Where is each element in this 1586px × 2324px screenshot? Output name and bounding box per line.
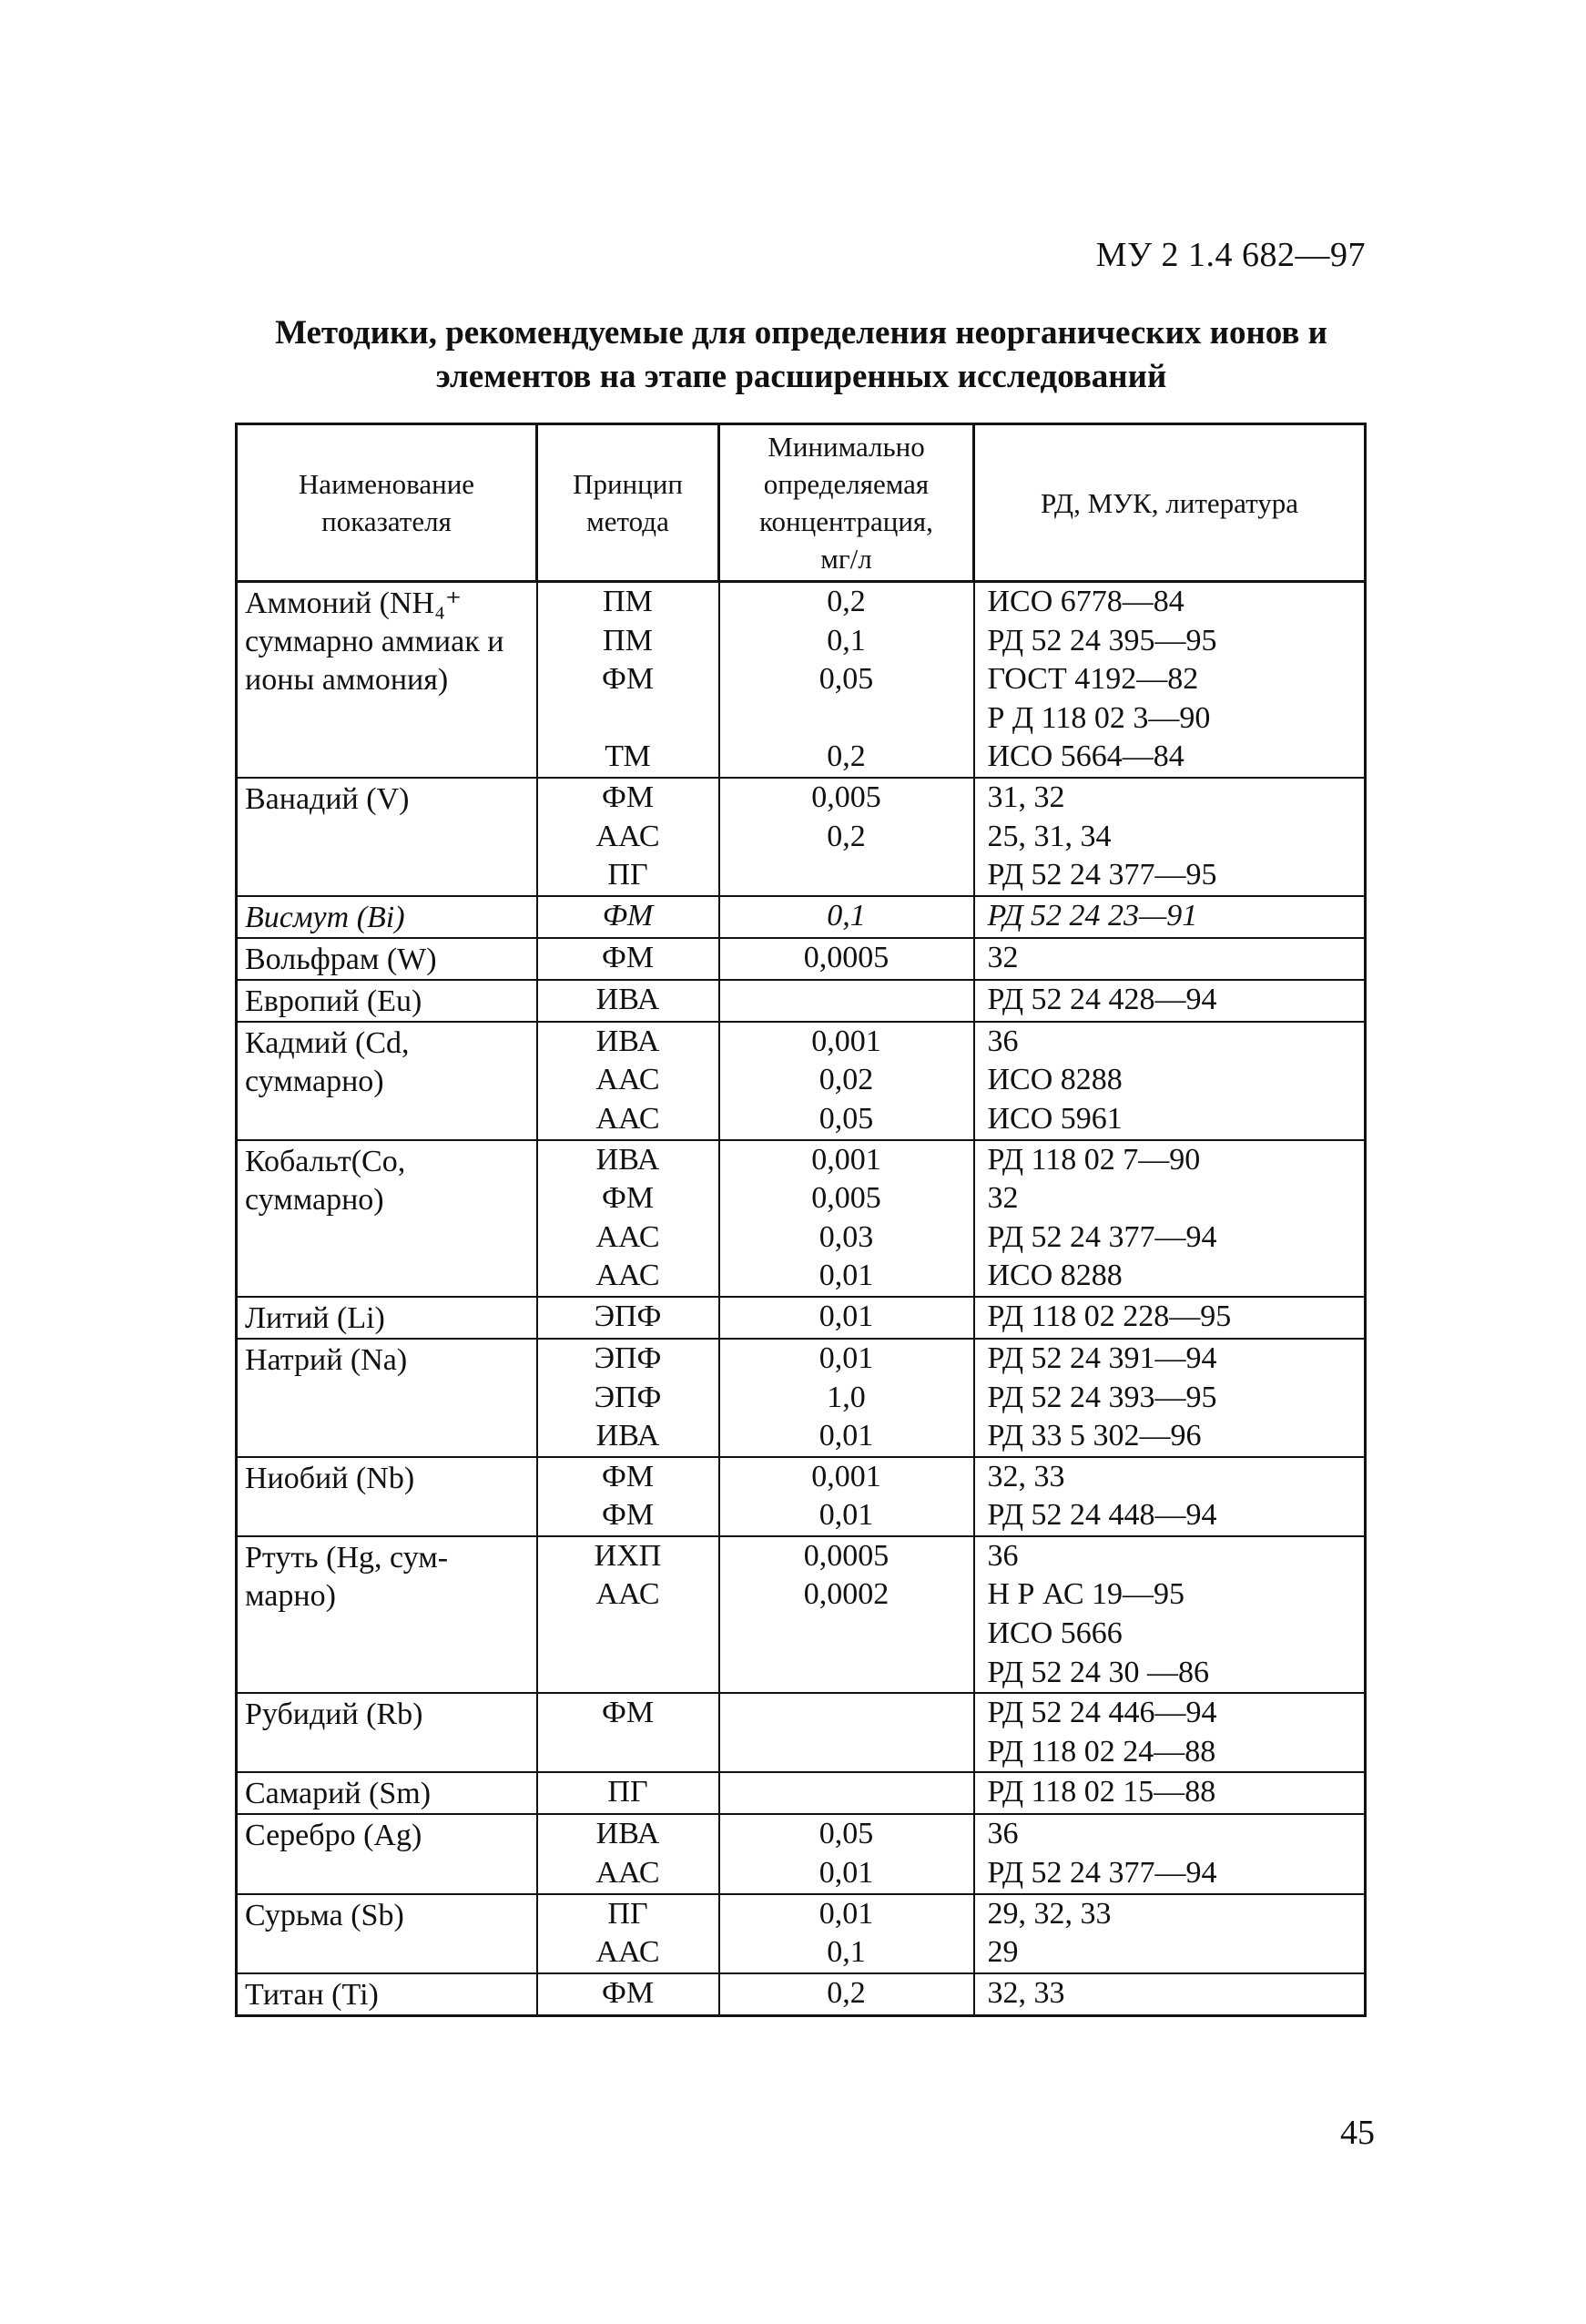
concentration-value: 0,01 (818, 1419, 874, 1453)
reference-value: РД 52 24 377—95 (987, 858, 1217, 892)
concentration-cell (719, 1140, 974, 1297)
method-value: ПГ (607, 1775, 648, 1809)
table-row (237, 1814, 1366, 1893)
indicator-cell (237, 1297, 537, 1339)
header-indicator: Наименование показателя (237, 424, 537, 582)
indicator-cell (237, 1772, 537, 1814)
reference-value: РД 52 24 393—95 (987, 1380, 1217, 1414)
method-value: ФМ (601, 662, 655, 697)
concentration-value: 0,1 (827, 898, 866, 933)
method-value: ЭПФ (594, 1299, 662, 1333)
method-value: ФМ (601, 780, 655, 814)
indicator-name: Натрий (Na) (245, 1342, 408, 1377)
reference-cell (974, 1339, 1366, 1457)
indicator-name: суммарно) (245, 1064, 384, 1098)
method-value: ААС (595, 1063, 660, 1097)
reference-cell (974, 1772, 1366, 1814)
concentration-value: 0,01 (818, 1259, 874, 1293)
indicator-name: Европий (Eu) (245, 984, 422, 1018)
indicator-name: Серебро (Ag) (245, 1819, 422, 1853)
concentration-value: 0,0005 (803, 1538, 890, 1573)
document-title (164, 311, 1439, 399)
reference-value: РД 52 24 428—94 (987, 982, 1217, 1016)
concentration-cell (719, 1772, 974, 1814)
reference-value: РД 33 5 302—96 (987, 1419, 1202, 1453)
table-row (237, 1973, 1366, 2016)
reference-value: 29 (987, 1935, 1019, 1970)
concentration-value: 0,001 (811, 1459, 881, 1493)
method-value: ААС (595, 1101, 660, 1136)
concentration-value: 0,005 (811, 1181, 881, 1216)
concentration-value: 0,05 (818, 1101, 874, 1136)
table-row (237, 1536, 1366, 1693)
reference-cell (974, 778, 1366, 896)
reference-value: 32, 33 (987, 1975, 1065, 2010)
indicator-name: Ванадий (V) (245, 781, 410, 816)
reference-value: 36 (987, 1538, 1019, 1573)
method-value: ААС (595, 819, 660, 853)
indicator-cell (237, 1140, 537, 1297)
indicator-cell (237, 1457, 537, 1536)
method-value: ФМ (601, 1459, 655, 1493)
reference-value: РД 52 24 446—94 (987, 1696, 1217, 1730)
reference-value: РД 52 24 391—94 (987, 1340, 1217, 1375)
indicator-name: Вольфрам (W) (245, 942, 437, 976)
method-value: ИХП (594, 1538, 662, 1573)
method-value: ИВА (595, 1817, 660, 1851)
method-value: ААС (595, 1219, 660, 1254)
method-cell (537, 1022, 719, 1140)
method-cell (537, 1814, 719, 1893)
concentration-value: 0,005 (811, 780, 881, 814)
reference-value: ИСО 8288 (987, 1259, 1123, 1293)
concentration-value: 0,1 (827, 623, 866, 657)
reference-value: РД 52 24 395—95 (987, 623, 1217, 657)
reference-value: РД 52 24 448—94 (987, 1498, 1217, 1533)
concentration-cell (719, 980, 974, 1022)
indicator-name: Кобальт(Co, (245, 1144, 406, 1178)
reference-cell (974, 1973, 1366, 2016)
table-row (237, 582, 1366, 778)
reference-value: ГОСТ 4192—82 (987, 662, 1199, 697)
indicator-name: Кадмий (Cd, (245, 1025, 410, 1060)
method-value: ФМ (601, 1696, 655, 1730)
method-value: ФМ (601, 940, 655, 974)
method-value: ИВА (595, 1419, 660, 1453)
reference-value: 25, 31, 34 (987, 819, 1112, 853)
concentration-cell (719, 778, 974, 896)
method-value: ААС (595, 1577, 660, 1612)
reference-cell (974, 1894, 1366, 1973)
reference-value: РД 52 24 23—91 (987, 898, 1198, 933)
method-value: ФМ (601, 1975, 655, 2010)
concentration-value: 0,001 (811, 1024, 881, 1058)
reference-value: ИСО 8288 (987, 1063, 1123, 1097)
method-value: ЭПФ (594, 1380, 662, 1414)
reference-cell (974, 980, 1366, 1022)
reference-value: ИСО 5961 (987, 1101, 1123, 1136)
method-cell (537, 1894, 719, 1973)
title-line-1: Методики, рекомендуемые для определения неорганических ионов и (275, 314, 1327, 352)
table-row (237, 1140, 1366, 1297)
reference-cell (974, 582, 1366, 778)
method-value: ААС (595, 1935, 660, 1970)
reference-cell (974, 1693, 1366, 1772)
reference-value: 32 (987, 1181, 1019, 1216)
indicator-cell (237, 1536, 537, 1693)
table-row (237, 896, 1366, 938)
concentration-cell (719, 938, 974, 980)
method-cell (537, 1693, 719, 1772)
concentration-cell (719, 1339, 974, 1457)
page-number: 45 (1340, 2114, 1375, 2152)
reference-value: Н Р АС 19—95 (987, 1577, 1185, 1612)
method-value: ИВА (595, 1142, 660, 1177)
concentration-cell (719, 582, 974, 778)
method-cell (537, 1339, 719, 1457)
method-value: ПМ (603, 585, 653, 618)
method-value (538, 699, 718, 739)
concentration-value: 0,2 (827, 585, 866, 618)
concentration-value: 1,0 (827, 1380, 866, 1414)
table-row (237, 1297, 1366, 1339)
concentration-value: 0,01 (818, 1896, 874, 1931)
reference-value: 36 (987, 1817, 1019, 1851)
concentration-cell (719, 1022, 974, 1140)
table-row (237, 1339, 1366, 1457)
concentration-value (720, 1654, 973, 1693)
reference-value: ИСО 5664—84 (987, 739, 1184, 774)
concentration-value: 0,2 (827, 819, 866, 853)
table-row (237, 1772, 1366, 1814)
reference-value: РД 118 02 24—88 (987, 1734, 1216, 1768)
concentration-value (720, 1773, 973, 1812)
indicator-cell (237, 980, 537, 1022)
reference-value: 32, 33 (987, 1459, 1065, 1493)
reference-cell (974, 938, 1366, 980)
indicator-cell (237, 1894, 537, 1973)
concentration-value: 0,01 (818, 1340, 874, 1375)
reference-value: 31, 32 (987, 780, 1065, 814)
reference-cell (974, 1297, 1366, 1339)
indicator-name: Ниобий (Nb) (245, 1461, 415, 1495)
concentration-value: 0,05 (818, 1817, 874, 1851)
method-value: ПМ (603, 623, 653, 657)
concentration-value: 0,2 (827, 739, 866, 774)
concentration-cell (719, 1894, 974, 1973)
concentration-cell (719, 1297, 974, 1339)
concentration-value (720, 856, 973, 895)
reference-value: ИСО 6778—84 (987, 585, 1184, 618)
method-value: ФМ (601, 1181, 655, 1216)
header-principle: Принцип метода (537, 424, 719, 582)
method-value: ТМ (605, 739, 651, 774)
concentration-cell (719, 1693, 974, 1772)
indicator-cell (237, 582, 537, 778)
method-value: ПГ (607, 1896, 648, 1931)
method-value (538, 1654, 718, 1693)
method-cell (537, 896, 719, 938)
concentration-value: 0,01 (818, 1498, 874, 1533)
reference-value: 36 (987, 1024, 1019, 1058)
indicator-cell (237, 778, 537, 896)
indicator-name: Аммоний (NH₄⁺ (245, 586, 462, 620)
method-value: ИВА (595, 982, 660, 1016)
method-value: ААС (595, 1856, 660, 1891)
concentration-value: 0,02 (818, 1063, 874, 1097)
concentration-value (720, 981, 973, 1020)
method-cell (537, 1772, 719, 1814)
indicator-cell (237, 1814, 537, 1893)
concentration-value: 0,001 (811, 1142, 881, 1177)
method-cell (537, 1457, 719, 1536)
method-cell (537, 778, 719, 896)
method-value: ПГ (607, 858, 648, 892)
reference-value: РД 52 24 377—94 (987, 1856, 1217, 1891)
title-line-2: элементов на этапе расширенных исследований (435, 358, 1167, 395)
table-row (237, 1693, 1366, 1772)
method-cell (537, 938, 719, 980)
concentration-cell (719, 1973, 974, 2016)
reference-value: РД 118 02 228—95 (987, 1299, 1232, 1333)
concentration-value (720, 1694, 973, 1733)
concentration-value: 0,0005 (803, 940, 890, 974)
method-value (538, 1733, 718, 1772)
indicator-name: суммарно) (245, 1182, 384, 1217)
indicator-name: Титан (Ti) (245, 1977, 379, 2012)
indicator-name: Ртуть (Hg, сум- (245, 1540, 449, 1575)
concentration-cell (719, 1457, 974, 1536)
concentration-value: 0,01 (818, 1299, 874, 1333)
indicator-cell (237, 1339, 537, 1457)
method-cell (537, 582, 719, 778)
indicator-cell (237, 1022, 537, 1140)
concentration-cell (719, 1814, 974, 1893)
method-value: ФМ (601, 1498, 655, 1533)
reference-value: 29, 32, 33 (987, 1896, 1112, 1931)
table-row (237, 1022, 1366, 1140)
reference-cell (974, 896, 1366, 938)
concentration-value: 0,2 (827, 1975, 866, 2010)
table-body (237, 582, 1366, 2016)
indicator-name: суммарно аммиак и (245, 625, 504, 658)
table-row (237, 1894, 1366, 1973)
indicator-cell (237, 938, 537, 980)
table-row (237, 980, 1366, 1022)
concentration-value (720, 699, 973, 739)
method-cell (537, 1973, 719, 2016)
concentration-value (720, 1733, 973, 1772)
reference-value: РД 118 02 15—88 (987, 1775, 1216, 1809)
indicator-name: Сурьма (Sb) (245, 1898, 404, 1932)
reference-cell (974, 1536, 1366, 1693)
reference-cell (974, 1140, 1366, 1297)
reference-cell (974, 1457, 1366, 1536)
reference-value: РД 118 02 7—90 (987, 1142, 1201, 1177)
indicator-name: ионы аммония) (245, 663, 449, 697)
method-value: ФМ (602, 898, 654, 933)
indicator-name: марно) (245, 1578, 336, 1613)
reference-value: РД 52 24 377—94 (987, 1219, 1217, 1254)
reference-value: Р Д 118 02 3—90 (987, 700, 1211, 735)
indicator-name: Литий (Li) (245, 1300, 385, 1335)
table-row (237, 1457, 1366, 1536)
indicator-name: Рубидий (Rb) (245, 1697, 423, 1732)
concentration-value: 0,05 (818, 662, 874, 697)
concentration-cell (719, 1536, 974, 1693)
method-cell (537, 1140, 719, 1297)
reference-value: РД 52 24 30 —86 (987, 1655, 1210, 1689)
method-value: ААС (595, 1259, 660, 1293)
indicator-cell (237, 1973, 537, 2016)
concentration-value: 0,01 (818, 1856, 874, 1891)
methods-table (235, 423, 1367, 2017)
reference-value: ИСО 5666 (987, 1616, 1123, 1651)
table-row (237, 778, 1366, 896)
reference-cell (974, 1022, 1366, 1140)
table-header-row (237, 424, 1366, 582)
method-value: ИВА (595, 1024, 660, 1058)
indicator-name: Висмут (Bi) (245, 900, 405, 934)
method-value: ЭПФ (594, 1340, 662, 1375)
table-row (237, 938, 1366, 980)
reference-cell (974, 1814, 1366, 1893)
concentration-value: 0,0002 (803, 1577, 890, 1612)
indicator-name: Самарий (Sm) (245, 1777, 432, 1811)
concentration-value: 0,03 (818, 1219, 874, 1254)
method-cell (537, 1536, 719, 1693)
indicator-cell (237, 1693, 537, 1772)
method-value (538, 1615, 718, 1654)
concentration-value: 0,1 (827, 1935, 866, 1970)
method-cell (537, 980, 719, 1022)
indicator-cell (237, 896, 537, 938)
header-references: РД, МУК, литература (974, 424, 1366, 582)
concentration-cell (719, 896, 974, 938)
header-min-concentration: Минимально определяемая концентрация, мг/л (719, 424, 974, 582)
method-cell (537, 1297, 719, 1339)
concentration-value (720, 1615, 973, 1654)
document-code: МУ 2 1.4 682—97 (1095, 236, 1366, 274)
reference-value: 32 (987, 940, 1019, 974)
